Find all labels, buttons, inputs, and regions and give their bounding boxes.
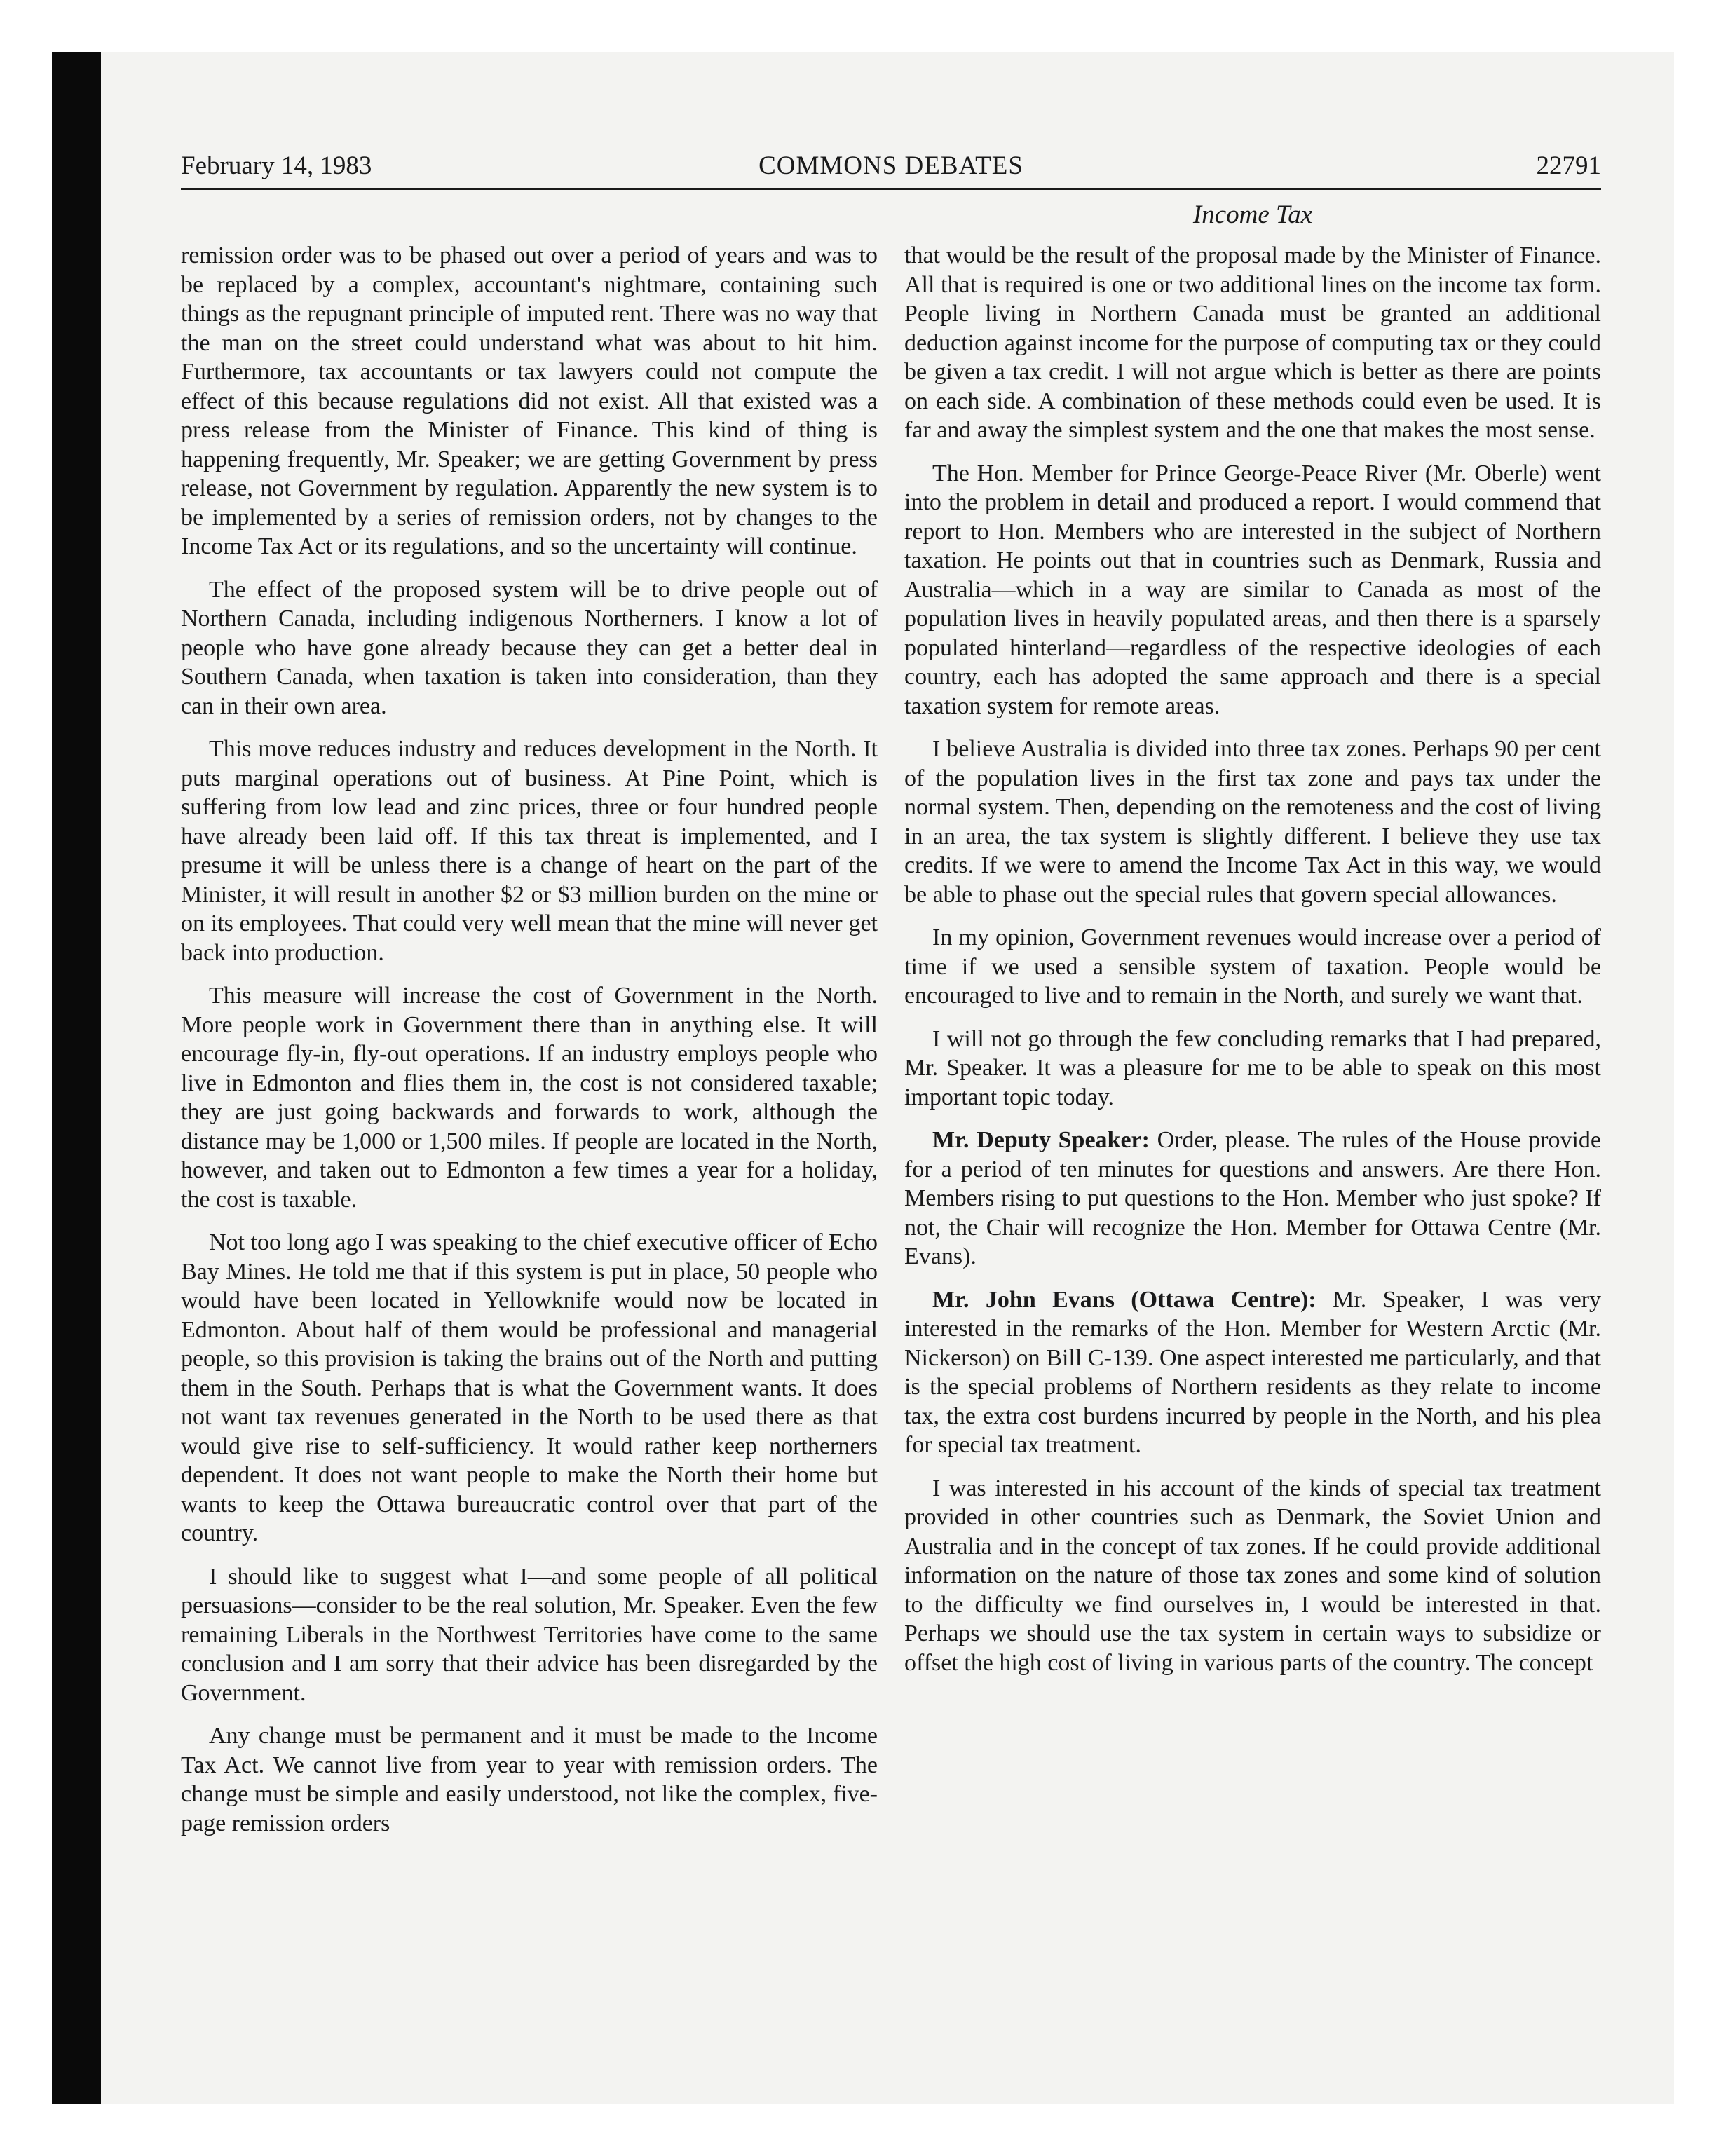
header-date: February 14, 1983 bbox=[181, 151, 372, 180]
paragraph: The Hon. Member for Prince George-Peace River (Mr. Oberle) went into the problem in detail and produced a report. I would commend that report to Hon. Members who are interested in the subject of Northern taxation. He points out that in countries such as Denmark, Russia and Australia—which in a way are similar to Canada as most of the population lives in heavily populated areas, and then there is a sparsely populated hinterland—regardless of the respective ideologies of each country, each has adopted the same approach and there is a special taxation system for remote areas. bbox=[904, 460, 1601, 719]
scan-edge-bar bbox=[52, 52, 101, 2104]
paragraph: remission order was to be phased out over a period of years and was to be replaced by a complex, accountant's nightmare, containing such things as the repugnant principle of imputed rent. There was no way that the man on the street could understand what was about to hit him. Furthermore, tax accountants or tax lawyers could not compute the effect of this because regulations did not exist. All that existed was a press release from the Minister of Finance. This kind of thing is happening frequently, Mr. Speaker; we are getting Government by press release, not Government by regulation. Apparently the new system is to be implemented by a series of remission orders, not by changes to the Income Tax Act or its regulations, and so the uncertainty will continue. bbox=[181, 243, 878, 559]
right-column bbox=[904, 241, 1601, 1691]
header-page-number: 22791 bbox=[1536, 151, 1601, 180]
speech-text: Order, please. The rules of the House provide for a period of ten minutes for questions and answers. Are there Hon. Members rising to put questions to the Hon. Member who just spoke? If not, the Chair will recognize the Hon. Member for Ottawa Centre (Mr. Evans). bbox=[904, 1127, 1602, 1269]
paragraph: that would be the result of the proposal made by the Minister of Finance. All that is required is one or two additional lines on the income tax form. People living in Northern Canada must be granted an additional deduction against income for the purpose of computing tax or they could be given a tax credit. I will not argue which is better as there are points on each side. A combination of these methods could even be used. It is far and away the simplest system and the one that makes the most sense. bbox=[904, 243, 1601, 443]
paragraph: This move reduces industry and reduces development in the North. It puts marginal operations out of business. At Pine Point, which is suffering from low lead and zinc prices, three or four hundred people have already been laid off. If this tax threat is implemented, and I presume it will be unless there is a change of heart on the part of the Minister, it will result in another $2 or $3 million burden on the mine or on its employees. That could very well mean that the mine will never get back into production. bbox=[181, 736, 878, 966]
paragraph: In my opinion, Government revenues would increase over a period of time if we used a sensible system of taxation. People would be encouraged to live and to remain in the North, and surely we want that. bbox=[904, 925, 1601, 1009]
paragraph: The effect of the proposed system will be to drive people out of Northern Canada, including indigenous Northerners. I know a lot of people who have gone already because they can get a better deal in Southern Canada, when taxation is taken into consideration, than they can in their own area. bbox=[181, 576, 878, 719]
paragraph: I will not go through the few concluding remarks that I had prepared, Mr. Speaker. It was a pleasure for me to be able to speak on this most important topic today. bbox=[904, 1025, 1601, 1110]
speech-paragraph bbox=[904, 1126, 1601, 1271]
header-title: COMMONS DEBATES bbox=[758, 151, 1023, 180]
paragraph: I believe Australia is divided into three tax zones. Perhaps 90 per cent of the population lives in the first tax zone and pays tax under the normal system. Then, depending on the remoteness and the cost of living in an area, the tax system is slightly different. I believe they use tax credits. If we were to amend the Income Tax Act in this way, we would be able to phase out the special rules that govern special allowances. bbox=[904, 736, 1601, 908]
paragraph: Not too long ago I was speaking to the chief executive officer of Echo Bay Mines. He told me that if this system is put in place, 50 people who would have been located in Yellowknife would now be located in Edmonton. About half of them would be professional and managerial people, so this provision is taking the brains out of the North and putting them in the South. Perhaps that is what the Government wants. It does not want tax revenues generated in the North to be used there as that would give rise to self-sufficiency. It would rather keep northerners dependent. It does not want people to make the North their home but wants to keep the Ottawa bureaucratic control over that part of the country. bbox=[181, 1229, 878, 1546]
left-column bbox=[181, 241, 878, 1852]
paragraph: Any change must be permanent and it must be made to the Income Tax Act. We cannot live from year to year with remission orders. The change must be simple and easily understood, not like the complex, five-page remission orders bbox=[181, 1723, 878, 1836]
page-header bbox=[181, 149, 1601, 190]
speech-paragraph bbox=[904, 1285, 1601, 1460]
paragraph: I should like to suggest what I—and some people of all political persuasions—consider to be the real solution, Mr. Speaker. Even the few remaining Liberals in the Northwest Territories have come to the same conclusion and I am sorry that their advice has been disregarded by the Government. bbox=[181, 1563, 878, 1706]
paragraph: I was interested in his account of the kinds of special tax treatment provided in other countries such as Denmark, the Soviet Union and Australia and in the concept of tax zones. If he could provide additional information on the nature of those tax zones and some kind of solution to the difficulty we find ourselves in, I would be interested in that. Perhaps we should use the tax system in certain ways to subsidize or offset the high cost of living in various parts of the country. The concept bbox=[904, 1475, 1601, 1676]
paragraph: This measure will increase the cost of Government in the North. More people work in Government there than in anything else. It will encourage fly-in, fly-out operations. If an industry employs people who live in Edmonton and flies them in, the cost is not considered taxable; they are just going backwards and forwards to work, although the distance may be 1,000 or 1,500 miles. If people are located in the North, however, and taken out to Edmonton a few times a year for a holiday, the cost is taxable. bbox=[181, 983, 878, 1213]
subject-heading: Income Tax bbox=[1192, 200, 1313, 229]
speaker-name: Mr. John Evans (Ottawa Centre): bbox=[932, 1286, 1316, 1313]
speaker-name: Mr. Deputy Speaker: bbox=[932, 1127, 1150, 1153]
speech-text: Mr. Speaker, I was very interested in the remarks of the Hon. Member for Western Arctic (Mr. Nickerson) on Bill C-139. One aspect interested me particularly, and that is the special problems of Northern residents as they relate to income tax, the extra cost burdens incurred by people in the North, and his plea for special tax treatment. bbox=[904, 1286, 1601, 1458]
